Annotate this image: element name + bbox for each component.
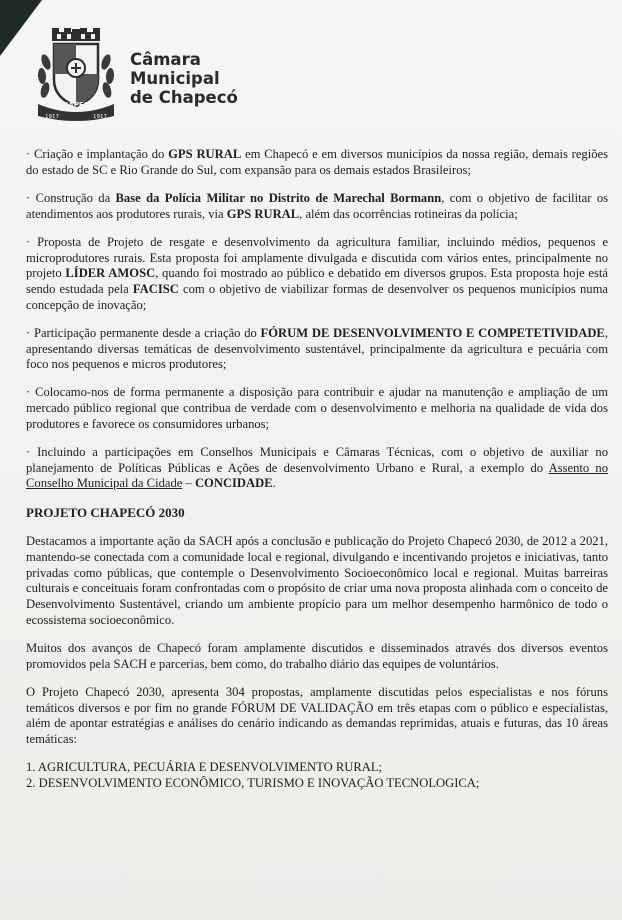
text-run: Construção da <box>35 190 116 205</box>
underlined-text: Assento no Conselho Municipal da Cidade <box>26 460 608 491</box>
bold-text: Base da Polícia Militar no Distrito de Marechal Bormann <box>115 190 442 205</box>
org-name-line-2: Municipal <box>130 69 220 88</box>
bold-text: GPS RURAL <box>168 147 242 161</box>
text-run: Incluindo a participações em Conselhos Municipais e Câmaras Técnicas, com o objetivo de auxiliar no planejamento de Políticas Públicas e Ações de desenvolvimento Urbano e Rural, a exemplo do <box>26 445 608 475</box>
text-run: , quando foi mostrado ao público e debatido em diversos grupos. Esta proposta hoje está sendo estudada pela <box>26 266 608 296</box>
text-run: – <box>182 476 195 491</box>
text-run: . <box>272 476 276 491</box>
crest-year-left: 1917 <box>45 114 59 120</box>
bold-text: LÍDER AMOSC <box>65 266 156 281</box>
crest-ribbon-text: CHAPECÓ <box>57 101 95 109</box>
text-run: , com o objetivo de facilitar os atendimentos aos produtores rurais, via <box>26 190 609 221</box>
bold-text: FACISC <box>132 281 179 296</box>
bullet-paragraph <box>26 191 608 222</box>
bullet-paragraph <box>26 326 608 373</box>
thematic-area-item: 2. DESENVOLVIMENTO ECONÔMICO, TURISMO E INOVAÇÃO TECNOLOGICA; <box>26 776 480 790</box>
text-run: Criação e implantação do <box>34 147 169 161</box>
bold-text: GPS RURAL <box>226 206 300 221</box>
text-run: , além das ocorrências rotineiras da polícia; <box>299 206 518 221</box>
crest-year-right: 1917 <box>93 114 107 120</box>
text-run: Proposta de Projeto de resgate e desenvolvimento da agricultura familiar, incluindo médios, pequenos e microprodutores rurais. Esta proposta foi amplamente divulgada e discutida com vários entes, principalmente no projeto <box>26 234 609 281</box>
text-run: Participação permanente desde a criação do <box>33 325 261 340</box>
bullet-list <box>26 147 608 492</box>
body-paragraph-1: Destacamos a importante ação da SACH após a conclusão e publicação do Projeto Chapecó 2030, de 2012 a 2021, mantendo-se conectada com a comunidade local e regional, divulgando e incentivando projetos e iniciativas, tanto privadas como públicas, que contemple o Desenvolvimento Socioeconômico local e regional. Muitas barreiras culturais e conceituais foram confrontadas com o propósito de criar uma nova proposta alinhada com o conceito de Desenvolvimento Sustentável, criando um ambiente propício para um melhor desempenho harmônico de todo o ecossistema socioeconômico. <box>26 534 608 627</box>
text-run: Colocamo-nos de forma permanente a disposição para contribuir e ajudar na manutenção e ampliação de um mercado público regional que contribua de verdade com o desenvolvimento e melhoria na qualidade de vida dos produtores e favorece os consumidores urbanos; <box>26 385 609 431</box>
text-run: , apresentando diversas temáticas de desenvolvimento sustentável, principalmente da agricultura e pecuária com foco nos pequenos e micros produtores; <box>26 325 608 372</box>
bold-text: CONCIDADE <box>194 476 273 491</box>
letterhead <box>34 28 334 128</box>
bullet-paragraph <box>26 147 608 178</box>
bullet-paragraph <box>26 235 608 314</box>
document-body <box>26 147 608 792</box>
text-run: com o objetivo de viabilizar formas de desenvolver os pequenos municípios numa concepção de inovação; <box>26 281 608 312</box>
section-title: PROJETO CHAPECÓ 2030 <box>26 504 185 520</box>
org-name-line-3: de Chapecó <box>130 88 238 107</box>
organization-name <box>130 50 238 107</box>
bullet-paragraph <box>26 445 608 492</box>
bullet-paragraph <box>26 385 608 432</box>
org-name-line-1: Câmara <box>130 50 201 69</box>
coat-of-arms-icon <box>34 28 118 124</box>
thematic-area-item: 1. AGRICULTURA, PECUÁRIA E DESENVOLVIMENTO RURAL; <box>26 760 383 775</box>
body-paragraph-3: O Projeto Chapecó 2030, apresenta 304 propostas, amplamente discutidas pelos especialistas e nos fóruns temáticos diversos e por fim no grande FÓRUM DE VALIDAÇÃO em três etapas com o público e especialistas, além de apontar estratégias e análises do cenário indicando as demandas reprimidas, atuais e futuras, das 10 áreas temáticas: <box>26 684 608 747</box>
body-paragraph-2: Muitos dos avanços de Chapecó foram amplamente discutidos e disseminados através dos diversos eventos promovidos pela SACH e parcerias, bem como, do trabalho diário das equipes de voluntários. <box>26 641 608 671</box>
bold-text: FÓRUM DE DESENVOLVIMENTO E COMPETETIVIDADE <box>260 325 605 340</box>
text-run: em Chapecó e em diversos municípios da nossa região, demais regiões do estado de SC e Rio Grande do Sul, com expansão para os demais estados Brasileiros; <box>26 147 609 177</box>
